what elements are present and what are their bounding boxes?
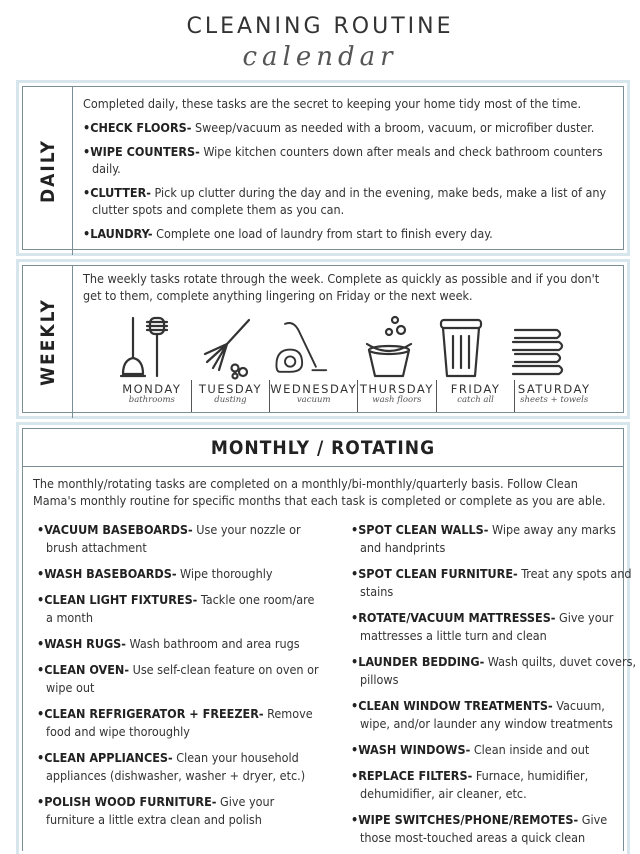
trash-can-icon xyxy=(431,314,491,380)
weekly-days xyxy=(113,380,593,412)
monthly-task: •ROTATE/VACUUM MATTRESSES- Give your mattresses a little turn and clean xyxy=(351,610,614,643)
monthly-task: •WASH WINDOWS- Clean inside and out xyxy=(351,742,590,757)
weekly-section xyxy=(16,259,630,419)
page-subtitle: calendar xyxy=(242,42,398,72)
monthly-task: •CLEAN OVEN- Use self-clean feature on oven or wipe out xyxy=(37,662,319,695)
feather-duster-icon xyxy=(197,314,257,380)
day-column: TUESDAY dusting xyxy=(191,380,270,412)
monthly-task: •WASH BASEBOARDS- Wipe thoroughly xyxy=(37,566,273,581)
daily-label-cell xyxy=(23,87,73,255)
monthly-right-column xyxy=(351,521,636,854)
monthly-task: •CLEAN REFRIGERATOR + FREEZER- Remove food and wipe thoroughly xyxy=(37,706,313,739)
monthly-task: •SPOT CLEAN WALLS- Wipe away any marks and handprints xyxy=(351,522,616,555)
day-column: THURSDAY wash floors xyxy=(357,380,436,412)
monthly-task: •POLISH WOOD FURNITURE- Give your furniture a little extra clean and polish xyxy=(37,794,275,827)
bucket-icon xyxy=(359,314,419,380)
monthly-left-column xyxy=(37,521,322,837)
weekly-icons xyxy=(113,314,613,380)
monthly-task: •LAUNDER BEDDING- Wash quilts, duvet covers, pillows xyxy=(351,654,637,687)
day-column: SATURDAY sheets + towels xyxy=(514,380,593,412)
monthly-task: •CLEAN WINDOW TREATMENTS- Vacuum, wipe, and/or launder any window treatments xyxy=(351,698,613,731)
monthly-task: •WIPE SWITCHES/PHONE/REMOTES- Give those most-touched areas a quick clean xyxy=(351,812,608,845)
daily-intro: Completed daily, these tasks are the secret to keeping your home tidy most of the time. xyxy=(83,96,582,111)
monthly-section xyxy=(16,422,637,854)
daily-task: •CHECK FLOORS- Sweep/vacuum as needed with a broom, vacuum, or microfiber duster. xyxy=(83,120,595,135)
monthly-task: •WASH RUGS- Wash bathroom and area rugs xyxy=(37,636,300,651)
page-title: CLEANING ROUTINE xyxy=(186,14,454,39)
vacuum-icon xyxy=(273,314,333,380)
monthly-task: •CLEAN APPLIANCES- Clean your household appliances (dishwasher, washer + dryer, etc.) xyxy=(37,750,306,783)
monthly-title: MONTHLY / ROTATING xyxy=(23,429,623,467)
daily-task: •WIPE COUNTERS- Wipe kitchen counters down after meals and check bathroom counters daily. xyxy=(83,144,603,176)
daily-section xyxy=(16,80,630,256)
day-column: MONDAY bathrooms xyxy=(122,382,182,405)
monthly-task: •REPLACE FILTERS- Furnace, humidifier, dehumidifier, air cleaner, etc. xyxy=(351,768,589,801)
day-column: FRIDAY catch all xyxy=(436,380,515,412)
monthly-task: •VACUUM BASEBOARDS- Use your nozzle or brush attachment xyxy=(37,522,301,555)
weekly-intro: The weekly tasks rotate through the week. Complete as quickly as possible and if you don't get to them, complete anything lingering on Friday or the next week. xyxy=(83,271,600,303)
toilet-brush-plunger-icon xyxy=(117,314,177,380)
weekly-label-cell xyxy=(23,266,73,418)
weekly-label: WEEKLY xyxy=(36,298,59,386)
monthly-task: •SPOT CLEAN FURNITURE- Treat any spots and stains xyxy=(351,566,632,599)
day-column: WEDNESDAY vacuum xyxy=(269,380,357,412)
daily-task: •CLUTTER- Pick up clutter during the day and in the evening, make beds, make a list of any clutter spots and complete them as you can. xyxy=(83,185,607,217)
daily-task: •LAUNDRY- Complete one load of laundry from start to finish every day. xyxy=(83,226,493,241)
monthly-intro: The monthly/rotating tasks are completed on a monthly/bi-monthly/quarterly basis. Follow Clean Mama's monthly routine for specific months that each task is completed or complete as you are able. xyxy=(33,476,606,508)
monthly-task: •CLEAN LIGHT FIXTURES- Tackle one room/are a month xyxy=(37,592,315,625)
towels-icon xyxy=(507,314,567,380)
daily-label: DAILY xyxy=(36,138,59,204)
